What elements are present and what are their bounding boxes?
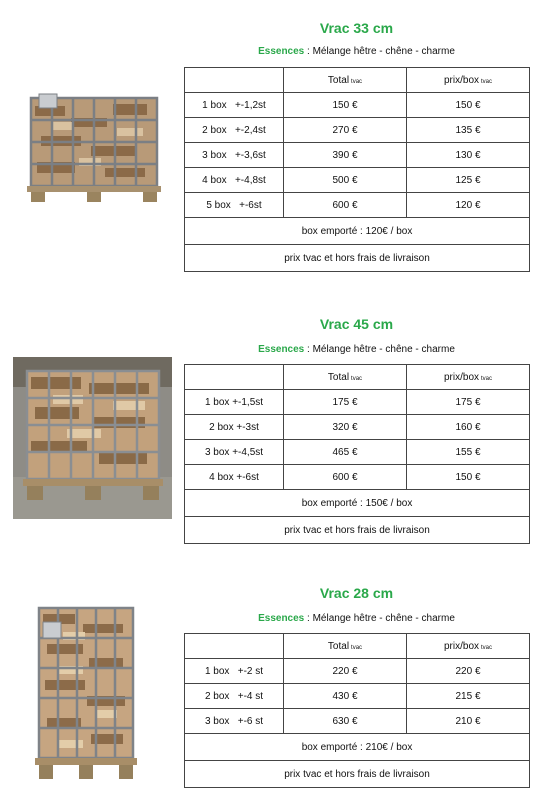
qty-cell: 2 box +-4 st	[185, 684, 284, 709]
total-cell: 630 €	[284, 709, 407, 734]
qty-cell: 3 box +-3,6st	[185, 143, 284, 168]
total-cell: 465 €	[284, 440, 407, 465]
deposit-cell: box emporté : 120€ / box	[185, 218, 530, 245]
header-empty	[185, 68, 284, 93]
unit-price-cell: 155 €	[407, 440, 530, 465]
unit-price-cell: 210 €	[407, 709, 530, 734]
table-row	[185, 93, 530, 118]
unit-price-cell: 125 €	[407, 168, 530, 193]
price-note-cell: prix tvac et hors frais de livraison	[185, 245, 530, 272]
price-table	[184, 633, 530, 788]
unit-price-cell: 150 €	[407, 93, 530, 118]
table-row	[185, 465, 530, 490]
total-cell: 150 €	[284, 93, 407, 118]
essences-separator: :	[304, 46, 313, 57]
firewood-crate-photo-28	[33, 600, 139, 785]
total-cell: 270 €	[284, 118, 407, 143]
total-cell: 600 €	[284, 465, 407, 490]
total-cell: 500 €	[284, 168, 407, 193]
total-cell: 220 €	[284, 659, 407, 684]
header-total: Total tvac	[284, 365, 407, 390]
table-row	[185, 193, 530, 218]
qty-cell: 1 box +-2 st	[185, 659, 284, 684]
essences-label: Essences	[258, 613, 305, 624]
header-total: Total tvac	[284, 634, 407, 659]
essences-label: Essences	[258, 344, 305, 355]
firewood-crate-photo-45	[13, 357, 172, 519]
price-note-cell: prix tvac et hors frais de livraison	[185, 761, 530, 788]
essences-separator: :	[304, 344, 313, 355]
total-cell: 175 €	[284, 390, 407, 415]
unit-price-cell: 160 €	[407, 415, 530, 440]
qty-cell: 4 box +-4,8st	[185, 168, 284, 193]
essences-value: Mélange hêtre - chêne - charme	[312, 46, 455, 57]
essences-value: Mélange hêtre - chêne - charme	[312, 344, 455, 355]
header-total: Total tvac	[284, 68, 407, 93]
total-cell: 600 €	[284, 193, 407, 218]
unit-price-cell: 135 €	[407, 118, 530, 143]
unit-price-cell: 130 €	[407, 143, 530, 168]
table-row	[185, 390, 530, 415]
table-row	[185, 440, 530, 465]
essences-line	[184, 344, 529, 355]
deposit-cell: box emporté : 210€ / box	[185, 734, 530, 761]
qty-cell: 5 box +-6st	[185, 193, 284, 218]
product-title: Vrac 28 cm	[319, 585, 394, 601]
qty-cell: 3 box +-6 st	[185, 709, 284, 734]
header-empty	[185, 365, 284, 390]
table-header-row	[185, 68, 530, 93]
header-unit-price: prix/box tvac	[407, 365, 530, 390]
deposit-cell: box emporté : 150€ / box	[185, 490, 530, 517]
table-row	[185, 415, 530, 440]
firewood-crate-photo-33	[21, 88, 167, 206]
essences-line	[184, 613, 529, 624]
product-title: Vrac 45 cm	[319, 316, 394, 332]
essences-value: Mélange hêtre - chêne - charme	[312, 613, 455, 624]
total-cell: 320 €	[284, 415, 407, 440]
essences-separator: :	[304, 613, 313, 624]
unit-price-cell: 150 €	[407, 465, 530, 490]
essences-line	[184, 46, 529, 57]
header-unit-price: prix/box tvac	[407, 68, 530, 93]
table-row	[185, 684, 530, 709]
deposit-row	[185, 734, 530, 761]
qty-cell: 2 box +-2,4st	[185, 118, 284, 143]
deposit-row	[185, 218, 530, 245]
note-row	[185, 245, 530, 272]
note-row	[185, 761, 530, 788]
table-row	[185, 709, 530, 734]
unit-price-cell: 175 €	[407, 390, 530, 415]
qty-cell: 2 box +-3st	[185, 415, 284, 440]
essences-label: Essences	[258, 46, 305, 57]
unit-price-cell: 120 €	[407, 193, 530, 218]
total-cell: 390 €	[284, 143, 407, 168]
header-empty	[185, 634, 284, 659]
product-title: Vrac 33 cm	[319, 20, 394, 36]
qty-cell: 1 box +-1,2st	[185, 93, 284, 118]
qty-cell: 1 box +-1,5st	[185, 390, 284, 415]
price-table	[184, 364, 530, 544]
qty-cell: 4 box +-6st	[185, 465, 284, 490]
table-row	[185, 168, 530, 193]
price-table	[184, 67, 530, 272]
table-header-row	[185, 634, 530, 659]
unit-price-cell: 220 €	[407, 659, 530, 684]
qty-cell: 3 box +-4,5st	[185, 440, 284, 465]
note-row	[185, 517, 530, 544]
unit-price-cell: 215 €	[407, 684, 530, 709]
total-cell: 430 €	[284, 684, 407, 709]
price-note-cell: prix tvac et hors frais de livraison	[185, 517, 530, 544]
table-row	[185, 659, 530, 684]
header-unit-price: prix/box tvac	[407, 634, 530, 659]
deposit-row	[185, 490, 530, 517]
table-row	[185, 118, 530, 143]
table-row	[185, 143, 530, 168]
table-header-row	[185, 365, 530, 390]
